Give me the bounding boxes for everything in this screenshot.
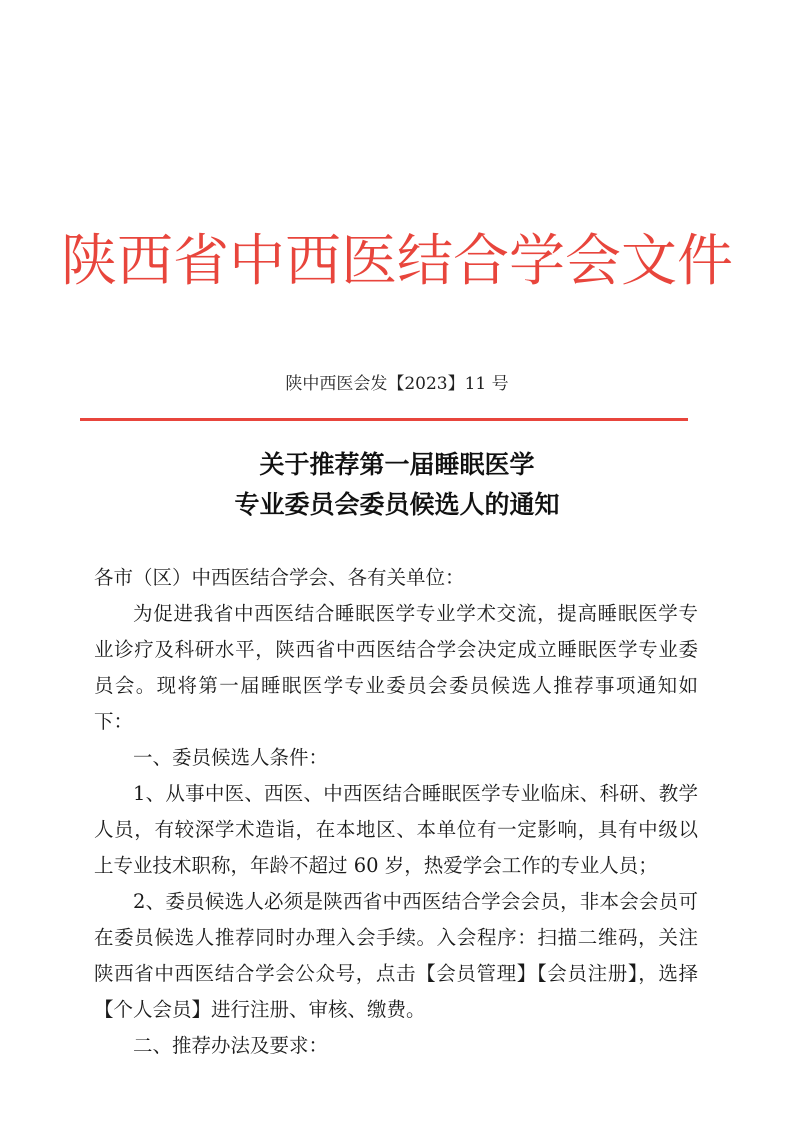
paragraph-condition-1: 1、从事中医、西医、中西医结合睡眠医学专业临床、科研、教学人员，有较深学术造诣，在本地区、本单位有一定影响，具有中级以上专业技术职称，年龄不超过 60 岁，热爱学会工作的专业人员； [94,782,698,877]
notice-body [94,560,698,1064]
salutation: 各市（区）中西医结合学会、各有关单位： [94,566,465,589]
section-heading-1: 一、委员候选人条件： [133,746,329,769]
document-number: 陕中西医会发【2023】11 号 [285,374,509,394]
red-divider-line [80,418,688,421]
paragraph-intro: 为促进我省中西医结合睡眠医学专业学术交流，提高睡眠医学专业诊疗及科研水平，陕西省中西医结合学会决定成立睡眠医学专业委员会。现将第一届睡眠医学专业委员会委员候选人推荐事项通知如下： [94,602,698,733]
notice-title-line-2: 专业委员会委员候选人的通知 [234,490,560,519]
section-heading-2: 二、推荐办法及要求： [133,1034,329,1057]
notice-title-line-1: 关于推荐第一届睡眠医学 [259,450,535,479]
paragraph-condition-2: 2、委员候选人必须是陕西省中西医结合学会会员，非本会会员可在委员候选人推荐同时办理入会手续。入会程序：扫描二维码，关注陕西省中西医结合学会公众号，点击【会员管理】【会员注册】，选择【个人会员】进行注册、审核、缴费。 [94,890,698,1021]
document-header-title: 陕西省中西医结合学会文件 [61,229,733,294]
